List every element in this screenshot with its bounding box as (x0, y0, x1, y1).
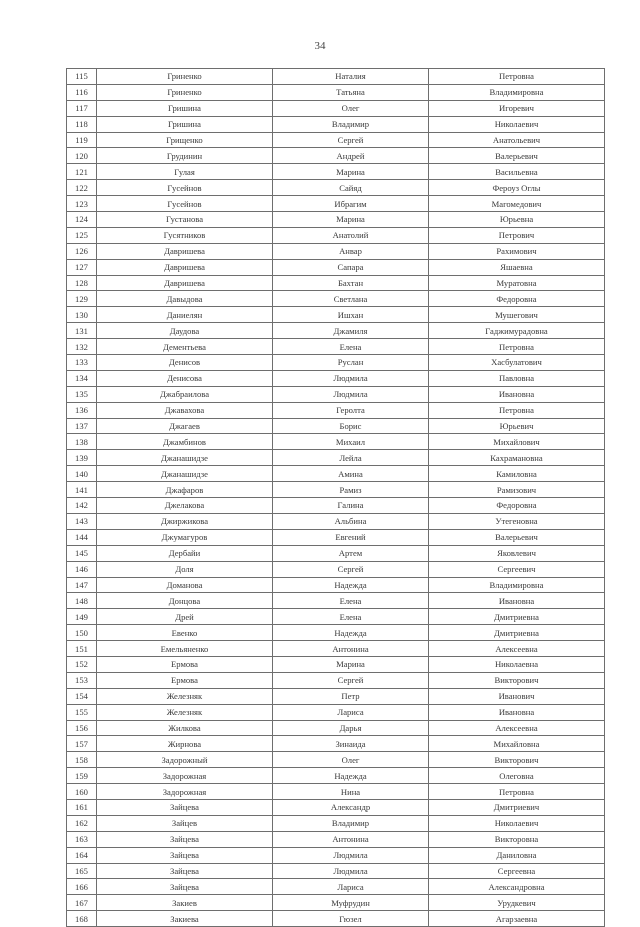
first-name-cell: Дарья (273, 720, 429, 736)
table-row (67, 275, 605, 291)
last-name-cell: Давришева (97, 275, 273, 291)
row-number-cell: 145 (67, 545, 97, 561)
first-name-cell: Антонина (273, 831, 429, 847)
last-name-cell: Дрей (97, 609, 273, 625)
table-row (67, 100, 605, 116)
last-name-cell: Доманова (97, 577, 273, 593)
first-name-cell: Руслан (273, 355, 429, 371)
first-name-cell: Сергей (273, 672, 429, 688)
patronymic-cell: Сергеевич (429, 561, 605, 577)
table-row (67, 196, 605, 212)
first-name-cell: Людмила (273, 863, 429, 879)
last-name-cell: Евенко (97, 625, 273, 641)
last-name-cell: Гришина (97, 100, 273, 116)
table-row (67, 799, 605, 815)
row-number-cell: 128 (67, 275, 97, 291)
row-number-cell: 156 (67, 720, 97, 736)
row-number-cell: 135 (67, 386, 97, 402)
last-name-cell: Денисова (97, 370, 273, 386)
last-name-cell: Джавахова (97, 402, 273, 418)
last-name-cell: Дементьева (97, 339, 273, 355)
table-row (67, 323, 605, 339)
first-name-cell: Марина (273, 164, 429, 180)
row-number-cell: 133 (67, 355, 97, 371)
patronymic-cell: Агарзаевна (429, 911, 605, 927)
row-number-cell: 144 (67, 529, 97, 545)
first-name-cell: Бахтан (273, 275, 429, 291)
table-row (67, 498, 605, 514)
last-name-cell: Дербайи (97, 545, 273, 561)
patronymic-cell: Мушегович (429, 307, 605, 323)
table-row (67, 656, 605, 672)
patronymic-cell: Ивановна (429, 704, 605, 720)
first-name-cell: Галина (273, 498, 429, 514)
table-row (67, 180, 605, 196)
first-name-cell: Гюзел (273, 911, 429, 927)
row-number-cell: 115 (67, 69, 97, 85)
table-row (67, 418, 605, 434)
row-number-cell: 149 (67, 609, 97, 625)
table-row (67, 164, 605, 180)
row-number-cell: 140 (67, 466, 97, 482)
patronymic-cell: Федоровна (429, 498, 605, 514)
first-name-cell: Надежда (273, 577, 429, 593)
table-row (67, 609, 605, 625)
first-name-cell: Людмила (273, 847, 429, 863)
row-number-cell: 116 (67, 84, 97, 100)
first-name-cell: Владимир (273, 815, 429, 831)
row-number-cell: 161 (67, 799, 97, 815)
row-number-cell: 122 (67, 180, 97, 196)
last-name-cell: Давришева (97, 259, 273, 275)
first-name-cell: Олег (273, 100, 429, 116)
last-name-cell: Джанашидзе (97, 450, 273, 466)
row-number-cell: 153 (67, 672, 97, 688)
last-name-cell: Закиев (97, 895, 273, 911)
last-name-cell: Зайцева (97, 879, 273, 895)
last-name-cell: Гриненко (97, 84, 273, 100)
row-number-cell: 130 (67, 307, 97, 323)
row-number-cell: 147 (67, 577, 97, 593)
table-row (67, 227, 605, 243)
table-row (67, 768, 605, 784)
row-number-cell: 119 (67, 132, 97, 148)
patronymic-cell: Валерьевич (429, 529, 605, 545)
patronymic-cell: Алексеевна (429, 720, 605, 736)
table-row (67, 593, 605, 609)
last-name-cell: Задорожный (97, 752, 273, 768)
patronymic-cell: Михайловна (429, 736, 605, 752)
patronymic-cell: Кахрамановна (429, 450, 605, 466)
row-number-cell: 159 (67, 768, 97, 784)
table-row (67, 148, 605, 164)
patronymic-cell: Магомедович (429, 196, 605, 212)
first-name-cell: Лариса (273, 704, 429, 720)
last-name-cell: Задорожная (97, 784, 273, 800)
patronymic-cell: Александровна (429, 879, 605, 895)
table-row (67, 339, 605, 355)
row-number-cell: 137 (67, 418, 97, 434)
patronymic-cell: Николаевна (429, 656, 605, 672)
patronymic-cell: Павловна (429, 370, 605, 386)
first-name-cell: Надежда (273, 768, 429, 784)
last-name-cell: Гриненко (97, 69, 273, 85)
first-name-cell: Петр (273, 688, 429, 704)
table-row (67, 482, 605, 498)
table-row (67, 307, 605, 323)
first-name-cell: Людмила (273, 386, 429, 402)
last-name-cell: Джиржикова (97, 513, 273, 529)
row-number-cell: 121 (67, 164, 97, 180)
first-name-cell: Надежда (273, 625, 429, 641)
patronymic-cell: Сергеевна (429, 863, 605, 879)
table-row (67, 672, 605, 688)
last-name-cell: Джелакова (97, 498, 273, 514)
row-number-cell: 125 (67, 227, 97, 243)
first-name-cell: Евгений (273, 529, 429, 545)
row-number-cell: 143 (67, 513, 97, 529)
table-row (67, 784, 605, 800)
patronymic-cell: Валерьевич (429, 148, 605, 164)
last-name-cell: Задорожная (97, 768, 273, 784)
first-name-cell: Лариса (273, 879, 429, 895)
last-name-cell: Жилкова (97, 720, 273, 736)
table-row (67, 577, 605, 593)
patronymic-cell: Игоревич (429, 100, 605, 116)
last-name-cell: Железняк (97, 688, 273, 704)
table-row (67, 815, 605, 831)
last-name-cell: Ермова (97, 656, 273, 672)
row-number-cell: 118 (67, 116, 97, 132)
last-name-cell: Гулая (97, 164, 273, 180)
first-name-cell: Олег (273, 752, 429, 768)
patronymic-cell: Утегеновна (429, 513, 605, 529)
row-number-cell: 160 (67, 784, 97, 800)
last-name-cell: Закиева (97, 911, 273, 927)
first-name-cell: Сапара (273, 259, 429, 275)
name-list-body (67, 69, 605, 927)
first-name-cell: Сергей (273, 132, 429, 148)
patronymic-cell: Дмитриевна (429, 625, 605, 641)
first-name-cell: Марина (273, 212, 429, 228)
first-name-cell: Амина (273, 466, 429, 482)
patronymic-cell: Ивановна (429, 593, 605, 609)
patronymic-cell: Федоровна (429, 291, 605, 307)
first-name-cell: Елена (273, 609, 429, 625)
last-name-cell: Грищенко (97, 132, 273, 148)
first-name-cell: Татьяна (273, 84, 429, 100)
table-row (67, 720, 605, 736)
patronymic-cell: Фероуз Оглы (429, 180, 605, 196)
first-name-cell: Борис (273, 418, 429, 434)
table-row (67, 386, 605, 402)
first-name-cell: Альбина (273, 513, 429, 529)
row-number-cell: 163 (67, 831, 97, 847)
patronymic-cell: Юрьевна (429, 212, 605, 228)
patronymic-cell: Викторович (429, 752, 605, 768)
patronymic-cell: Петровна (429, 69, 605, 85)
table-row (67, 847, 605, 863)
table-row (67, 84, 605, 100)
first-name-cell: Анатолий (273, 227, 429, 243)
row-number-cell: 148 (67, 593, 97, 609)
first-name-cell: Ишхан (273, 307, 429, 323)
row-number-cell: 129 (67, 291, 97, 307)
row-number-cell: 158 (67, 752, 97, 768)
patronymic-cell: Петровна (429, 339, 605, 355)
row-number-cell: 155 (67, 704, 97, 720)
page-number: 34 (314, 40, 326, 52)
last-name-cell: Зайцев (97, 815, 273, 831)
patronymic-cell: Хасбулатович (429, 355, 605, 371)
last-name-cell: Ермова (97, 672, 273, 688)
table-row (67, 561, 605, 577)
table-row (67, 355, 605, 371)
table-row (67, 736, 605, 752)
table-row (67, 132, 605, 148)
last-name-cell: Давришева (97, 243, 273, 259)
table-row (67, 911, 605, 927)
row-number-cell: 124 (67, 212, 97, 228)
table-row (67, 688, 605, 704)
patronymic-cell: Дмитриевич (429, 799, 605, 815)
first-name-cell: Светлана (273, 291, 429, 307)
row-number-cell: 136 (67, 402, 97, 418)
patronymic-cell: Михайлович (429, 434, 605, 450)
first-name-cell: Артем (273, 545, 429, 561)
first-name-cell: Рамиз (273, 482, 429, 498)
row-number-cell: 146 (67, 561, 97, 577)
patronymic-cell: Дмитриевна (429, 609, 605, 625)
last-name-cell: Донцова (97, 593, 273, 609)
row-number-cell: 120 (67, 148, 97, 164)
first-name-cell: Лейла (273, 450, 429, 466)
first-name-cell: Антонина (273, 641, 429, 657)
table-row (67, 259, 605, 275)
last-name-cell: Денисов (97, 355, 273, 371)
table-row (67, 529, 605, 545)
row-number-cell: 132 (67, 339, 97, 355)
row-number-cell: 154 (67, 688, 97, 704)
row-number-cell: 165 (67, 863, 97, 879)
patronymic-cell: Анатольевич (429, 132, 605, 148)
row-number-cell: 123 (67, 196, 97, 212)
first-name-cell: Геролта (273, 402, 429, 418)
row-number-cell: 127 (67, 259, 97, 275)
last-name-cell: Грудинин (97, 148, 273, 164)
row-number-cell: 151 (67, 641, 97, 657)
row-number-cell: 150 (67, 625, 97, 641)
last-name-cell: Джанашидзе (97, 466, 273, 482)
last-name-cell: Зайцева (97, 831, 273, 847)
table-row (67, 831, 605, 847)
row-number-cell: 168 (67, 911, 97, 927)
table-row (67, 895, 605, 911)
first-name-cell: Муфрудин (273, 895, 429, 911)
first-name-cell: Александр (273, 799, 429, 815)
row-number-cell: 152 (67, 656, 97, 672)
patronymic-cell: Владимировна (429, 84, 605, 100)
last-name-cell: Даудова (97, 323, 273, 339)
patronymic-cell: Викторович (429, 672, 605, 688)
first-name-cell: Елена (273, 339, 429, 355)
table-row (67, 466, 605, 482)
patronymic-cell: Васильевна (429, 164, 605, 180)
table-row (67, 879, 605, 895)
row-number-cell: 142 (67, 498, 97, 514)
row-number-cell: 139 (67, 450, 97, 466)
last-name-cell: Зайцева (97, 863, 273, 879)
patronymic-cell: Иванович (429, 688, 605, 704)
table-row (67, 513, 605, 529)
first-name-cell: Наталия (273, 69, 429, 85)
first-name-cell: Ибрагим (273, 196, 429, 212)
last-name-cell: Зайцева (97, 799, 273, 815)
last-name-cell: Железняк (97, 704, 273, 720)
table-row (67, 545, 605, 561)
patronymic-cell: Олеговна (429, 768, 605, 784)
table-row (67, 212, 605, 228)
row-number-cell: 157 (67, 736, 97, 752)
row-number-cell: 131 (67, 323, 97, 339)
first-name-cell: Елена (273, 593, 429, 609)
first-name-cell: Анвар (273, 243, 429, 259)
patronymic-cell: Петрович (429, 227, 605, 243)
row-number-cell: 166 (67, 879, 97, 895)
last-name-cell: Джабраилова (97, 386, 273, 402)
table-row (67, 752, 605, 768)
patronymic-cell: Урудкевич (429, 895, 605, 911)
row-number-cell: 164 (67, 847, 97, 863)
patronymic-cell: Рахимович (429, 243, 605, 259)
patronymic-cell: Рамизович (429, 482, 605, 498)
patronymic-cell: Ивановна (429, 386, 605, 402)
table-row (67, 370, 605, 386)
row-number-cell: 126 (67, 243, 97, 259)
table-row (67, 243, 605, 259)
row-number-cell: 167 (67, 895, 97, 911)
patronymic-cell: Гаджимурадовна (429, 323, 605, 339)
table-row (67, 641, 605, 657)
table-row (67, 863, 605, 879)
table-row (67, 402, 605, 418)
patronymic-cell: Николаевич (429, 815, 605, 831)
row-number-cell: 134 (67, 370, 97, 386)
first-name-cell: Сайяд (273, 180, 429, 196)
last-name-cell: Давыдова (97, 291, 273, 307)
patronymic-cell: Николаевич (429, 116, 605, 132)
patronymic-cell: Петровна (429, 784, 605, 800)
table-row (67, 69, 605, 85)
patronymic-cell: Муратовна (429, 275, 605, 291)
last-name-cell: Гусейнов (97, 196, 273, 212)
last-name-cell: Джумагуров (97, 529, 273, 545)
patronymic-cell: Камиловна (429, 466, 605, 482)
row-number-cell: 141 (67, 482, 97, 498)
row-number-cell: 138 (67, 434, 97, 450)
first-name-cell: Людмила (273, 370, 429, 386)
last-name-cell: Гусятников (97, 227, 273, 243)
first-name-cell: Сергей (273, 561, 429, 577)
name-list-table (66, 68, 605, 927)
last-name-cell: Жирнова (97, 736, 273, 752)
patronymic-cell: Владимировна (429, 577, 605, 593)
patronymic-cell: Яковлевич (429, 545, 605, 561)
last-name-cell: Джафаров (97, 482, 273, 498)
last-name-cell: Зайцева (97, 847, 273, 863)
first-name-cell: Марина (273, 656, 429, 672)
patronymic-cell: Юрьевич (429, 418, 605, 434)
last-name-cell: Джагаев (97, 418, 273, 434)
first-name-cell: Михаил (273, 434, 429, 450)
table-row (67, 116, 605, 132)
first-name-cell: Владимир (273, 116, 429, 132)
last-name-cell: Емельяненко (97, 641, 273, 657)
first-name-cell: Зинаида (273, 736, 429, 752)
table-row (67, 625, 605, 641)
table-row (67, 704, 605, 720)
last-name-cell: Доля (97, 561, 273, 577)
row-number-cell: 117 (67, 100, 97, 116)
patronymic-cell: Яшаевна (429, 259, 605, 275)
last-name-cell: Густанова (97, 212, 273, 228)
patronymic-cell: Даниловна (429, 847, 605, 863)
first-name-cell: Андрей (273, 148, 429, 164)
last-name-cell: Даниелян (97, 307, 273, 323)
last-name-cell: Гришина (97, 116, 273, 132)
patronymic-cell: Викторовна (429, 831, 605, 847)
patronymic-cell: Петровна (429, 402, 605, 418)
table-row (67, 434, 605, 450)
last-name-cell: Гусейнов (97, 180, 273, 196)
table-row (67, 450, 605, 466)
row-number-cell: 162 (67, 815, 97, 831)
first-name-cell: Нина (273, 784, 429, 800)
last-name-cell: Джамбинов (97, 434, 273, 450)
table-row (67, 291, 605, 307)
first-name-cell: Джамиля (273, 323, 429, 339)
patronymic-cell: Алексеевна (429, 641, 605, 657)
